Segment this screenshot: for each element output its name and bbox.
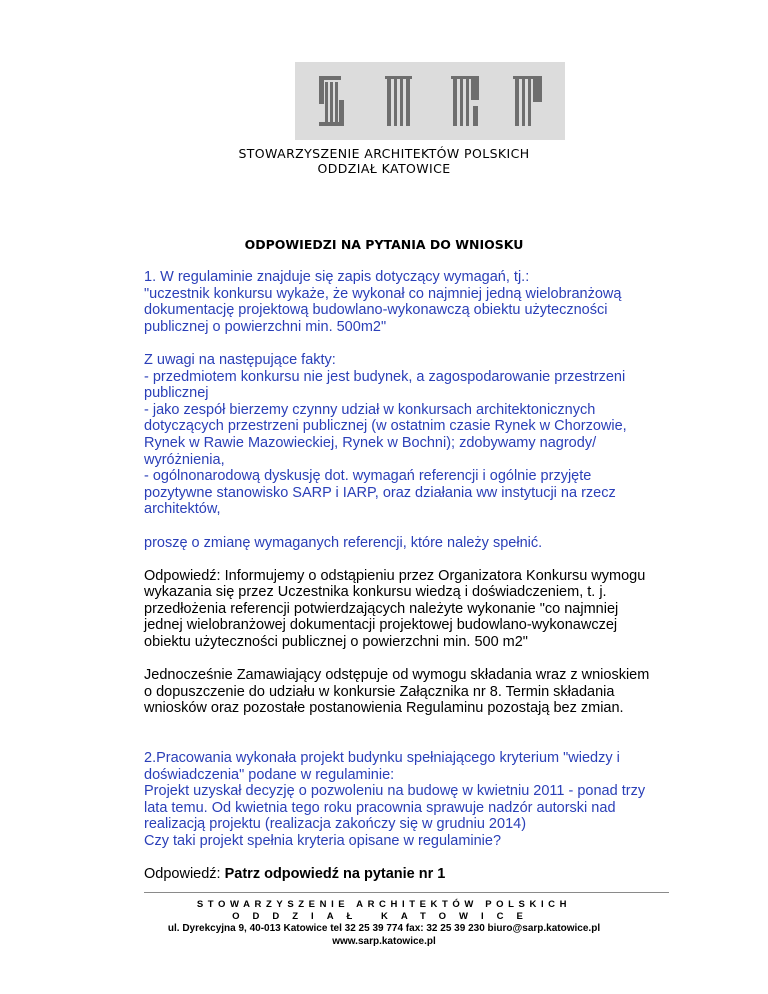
text-line: Czy taki projekt spełnia kryteria opisane w regulaminie?	[144, 833, 502, 849]
text-line: - ogólnonarodową dyskusję dot. wymagań referencji i ogólnie przyjęte	[144, 468, 592, 485]
footer-website: www.sarp.katowice.pl	[332, 936, 436, 947]
footer-org-name: STOWARZYSZENIE ARCHITEKTÓW POLSKICH	[196, 899, 572, 910]
footer-divider	[144, 892, 669, 893]
text-line: realizacją projektu (realizacja zakończy się w grudniu 2014)	[144, 816, 527, 833]
text-line: Rynek w Rawie Mazowieckiej, Rynek w Bochni); zdobywamy nagrody/	[144, 434, 597, 451]
text-line: o dopuszczenie do udziału w konkursie Załącznika nr 8. Termin składania	[144, 683, 615, 700]
text-line: wyróżnienia,	[144, 451, 225, 468]
text-line: 2.Pracowania wykonała projekt budynku spełniającego kryterium "wiedzy i	[144, 750, 620, 767]
text-line: architektów,	[144, 501, 221, 518]
text-line: Jednocześnie Zamawiający odstępuje od wymogu składania wraz z wnioskiem	[144, 667, 650, 684]
answer-1	[144, 568, 674, 651]
org-name: STOWARZYSZENIE ARCHITEKTÓW POLSKICH	[238, 146, 530, 161]
text-line: 1. W regulaminie znajduje się zapis dotyczący wymagań, tj.:	[144, 269, 530, 285]
text-line: publicznej o powierzchni min. 500m2"	[144, 318, 387, 335]
text-line: obiektu użyteczności publicznej o powierzchni min. 500 m2"	[144, 634, 528, 651]
answer-2-label: Odpowiedź:	[144, 866, 225, 883]
sarp-logo	[295, 62, 565, 140]
text-line: dotyczących przestrzeni publicznej (w ostatnim czasie Rynek w Chorzowie,	[144, 418, 627, 435]
text-line: - przedmiotem konkursu nie jest budynek, a zagospodarowanie przestrzeni	[144, 368, 626, 385]
answer-1-note	[144, 667, 674, 717]
question-1-facts	[144, 352, 674, 518]
text-line: przedłożenia referencji potwierdzających należyte wykonanie "co najmniej	[144, 600, 619, 617]
text-line: jednej wielobranżowej dokumentacji projektowej budowlano-wykonawczej	[144, 617, 618, 634]
text-line: Odpowiedź: Informujemy o odstąpieniu przez Organizatora Konkursu wymogu	[144, 567, 646, 584]
org-branch: ODDZIAŁ KATOWICE	[317, 161, 451, 176]
question-2	[144, 750, 674, 850]
text-line: Projekt uzyskał decyzję o pozwoleniu na budowę w kwietniu 2011 - ponad trzy	[144, 783, 646, 800]
text-line: pozytywne stanowisko SARP i IARP, oraz działania ww instytucji na rzecz	[144, 484, 616, 501]
document-title: ODPOWIEDZI NA PYTANIA DO WNIOSKU	[244, 237, 524, 252]
answer-2	[144, 866, 674, 883]
text-line: doświadczenia" podane w regulaminie:	[144, 766, 395, 783]
footer-contact: ul. Dyrekcyjna 9, 40-013 Katowice tel 32 25 39 774 fax: 32 25 39 230 biuro@sarp.katowice.pl	[167, 923, 601, 934]
text-line: wykazania się przez Uczestnika konkursu wiedzą i doświadczeniem, t. j.	[144, 584, 607, 601]
sarp-logo-mark	[295, 62, 565, 140]
text-line: dokumentację projektową budowlano-wykonawczą obiektu użyteczności	[144, 302, 608, 319]
text-line: "uczestnik konkursu wykaże, że wykonał co najmniej jedną wielobranżową	[144, 285, 622, 302]
question-1-request: proszę o zmianę wymaganych referencji, które należy spełnić.	[144, 534, 543, 551]
text-line: Z uwagi na następujące fakty:	[144, 351, 336, 368]
document-body	[144, 269, 674, 883]
text-line: publicznej	[144, 385, 209, 402]
text-line: - jako zespół bierzemy czynny udział w konkursach architektonicznych	[144, 401, 596, 418]
footer-org-branch: ODDZIAŁ KATOWICE	[232, 911, 536, 922]
answer-2-text: Patrz odpowiedź na pytanie nr 1	[224, 866, 446, 883]
question-1-intro	[144, 269, 674, 335]
text-line: lata temu. Od kwietnia tego roku pracownia sprawuje nadzór autorski nad	[144, 799, 616, 816]
text-line: wniosków oraz pozostałe postanowienia Regulaminu pozostają bez zmian.	[144, 700, 624, 717]
